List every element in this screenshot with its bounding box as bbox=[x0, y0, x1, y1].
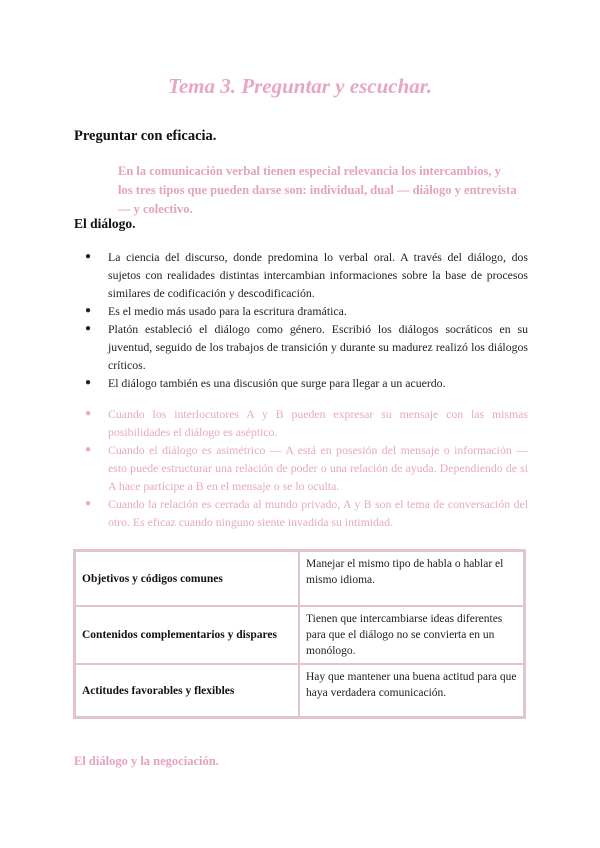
table-cell-value: Tienen que intercambiarse ideas diferentes para que el diálogo no se convierta en un monólogo. bbox=[299, 606, 524, 664]
intro-paragraph: En la comunicación verbal tienen especial relevancia los intercambios, y los tres tipos que pueden darse son: individual, dual — diálogo y entrevista — y colectivo. bbox=[118, 164, 517, 216]
bullet-icon: ● bbox=[85, 498, 92, 509]
list-item: ● Cuando los interlocutores A y B pueden expresar su mensaje con las mismas posibilidades el diálogo es aséptico. bbox=[85, 407, 528, 439]
bullet-icon: ● bbox=[85, 408, 92, 419]
section-heading-negociacion: El diálogo y la negociación. bbox=[74, 754, 219, 768]
bullet-list-tipos bbox=[74, 405, 528, 531]
bullet-icon: ● bbox=[85, 323, 92, 334]
list-item: ● La ciencia del discurso, donde predomina lo verbal oral. A través del diálogo, dos sujetos con realidades distintas intercambian informaciones sobre la base de procesos similares de codificación y descodificación. bbox=[85, 250, 528, 300]
page-title: Tema 3. Preguntar y escuchar. bbox=[167, 74, 433, 98]
dialogo-table bbox=[73, 549, 526, 719]
list-item: ● El diálogo también es una discusión que surge para llegar a un acuerdo. bbox=[85, 376, 446, 390]
table-cell-value: Manejar el mismo tipo de habla o hablar el mismo idioma. bbox=[299, 551, 524, 606]
section-heading-dialogo: El diálogo. bbox=[74, 216, 136, 231]
bullet-icon: ● bbox=[85, 251, 92, 262]
bullet-icon: ● bbox=[85, 444, 92, 455]
table-cell-value: Hay que mantener una buena actitud para que haya verdadera comunicación. bbox=[299, 664, 524, 717]
table-cell-key: Actitudes favorables y flexibles bbox=[75, 664, 299, 717]
table-cell-key: Objetivos y códigos comunes bbox=[75, 551, 299, 606]
bullet-icon: ● bbox=[85, 377, 92, 388]
list-item: ● Es el medio más usado para la escritura dramática. bbox=[85, 304, 347, 318]
list-item: ● Cuando la relación es cerrada al mundo privado, A y B son el tema de conversación del otro. Es eficaz cuando ninguno siente invadida su intimidad. bbox=[85, 497, 528, 529]
section-heading-preguntar: Preguntar con eficacia. bbox=[74, 128, 217, 144]
table-cell-key: Contenidos complementarios y dispares bbox=[75, 606, 299, 664]
bullet-icon: ● bbox=[85, 305, 92, 316]
bullet-list-dialogo bbox=[74, 248, 528, 392]
list-item: ● Platón estableció el diálogo como género. Escribió los diálogos socráticos en su juventud, seguido de los trabajos de transición y durante su madurez realizó los diálogos críticos. bbox=[85, 322, 528, 372]
list-item: ● Cuando el diálogo es asimétrico — A está en posesión del mensaje o información — esto puede estructurar una relación de poder o una relación de ayuda. Dependiendo de si A hace partícipe a B en el mensaje o se lo oculta. bbox=[85, 443, 528, 493]
